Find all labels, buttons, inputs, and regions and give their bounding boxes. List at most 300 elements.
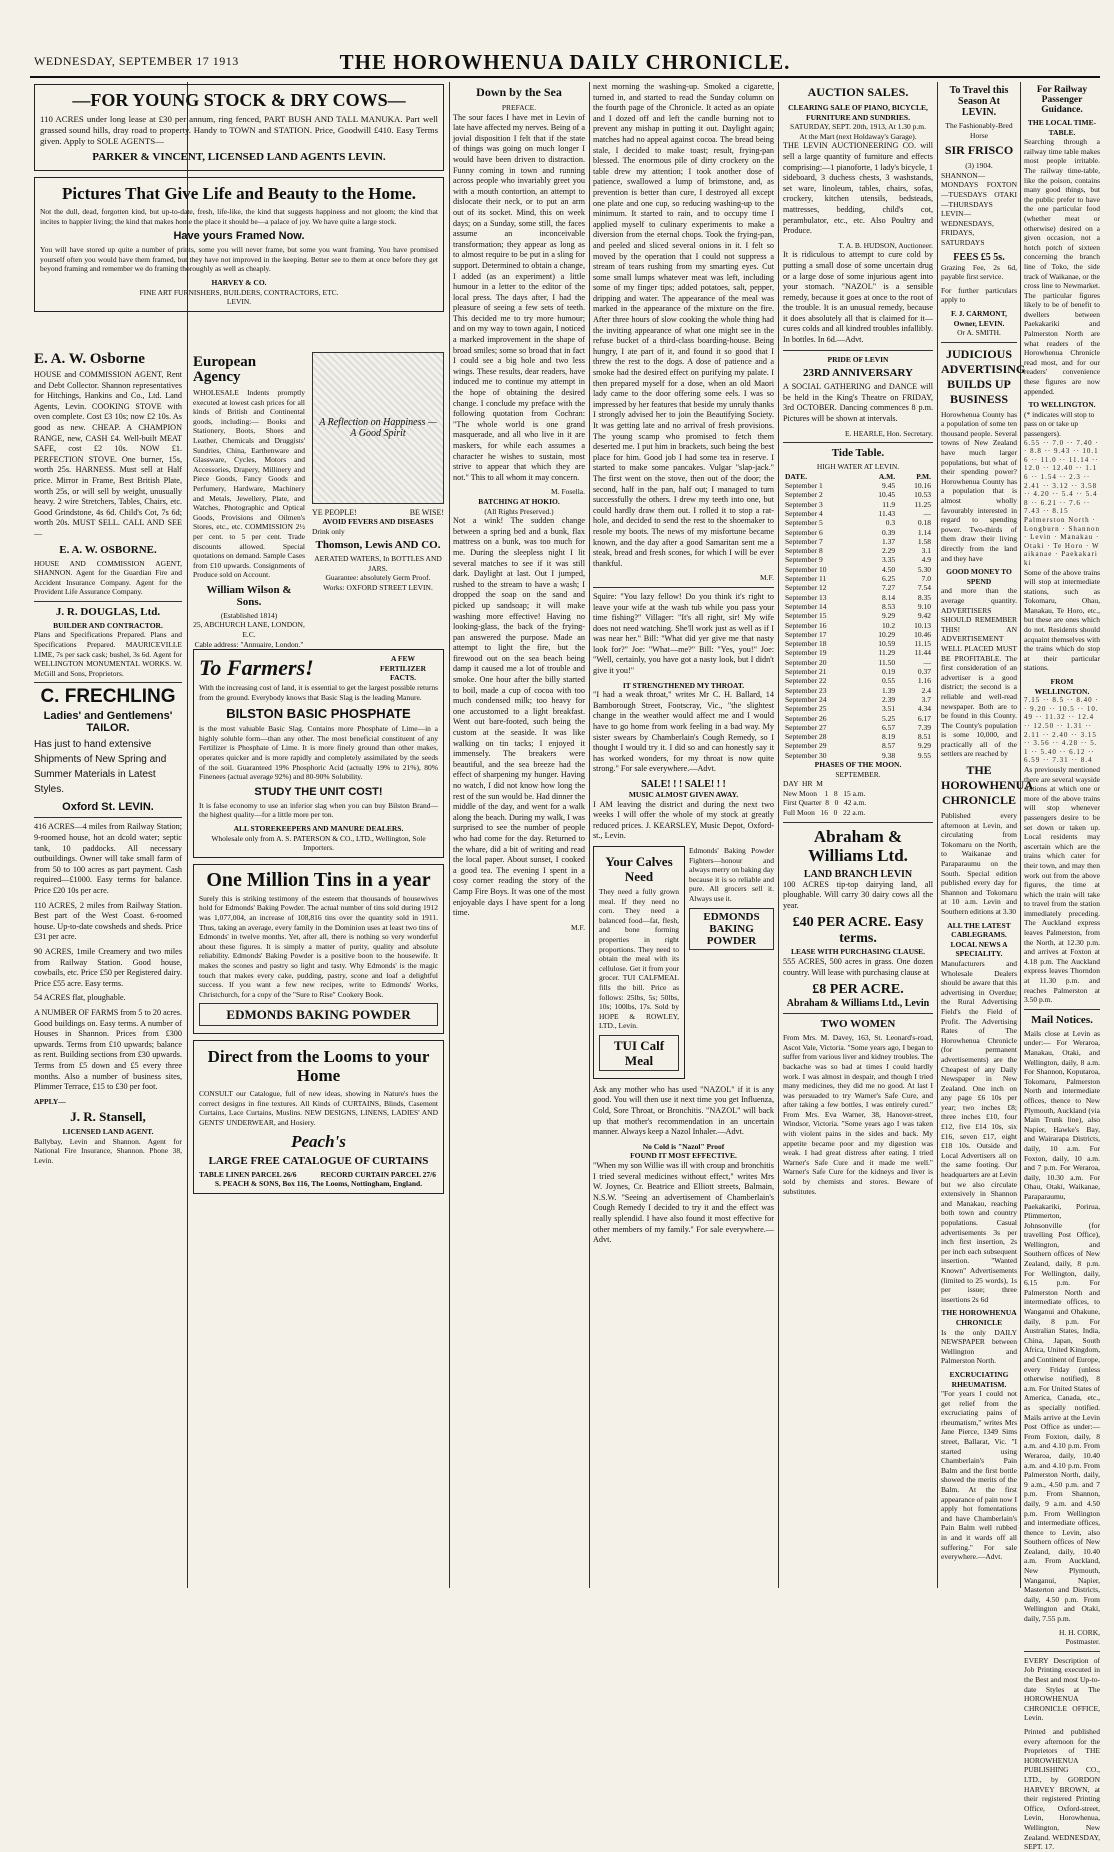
tide-cell: 4.50 bbox=[881, 564, 896, 574]
moon-row-3: Full Moon 16 0 22 a.m. bbox=[783, 807, 866, 817]
travel-fees: FEES £5 5s. bbox=[953, 251, 1005, 263]
edmonds-small-brand: EDMONDS BAKING POWDER bbox=[689, 908, 774, 950]
stansell-listing-2: 110 ACRES, 2 miles from Railway Station. Best part of the West Coast. 6-roomed house. Up-to-date cowsheds and sheds. Price £31 per acre. bbox=[34, 900, 182, 942]
tide-cell: 11.44 bbox=[914, 648, 931, 658]
divider bbox=[783, 442, 933, 443]
tide-cell: 0.39 bbox=[881, 527, 896, 537]
osborne-body: HOUSE and COMMISSION AGENT, Rent and Debt Collector. Shannon representatives for Hitchings, Hankins and Co., Ltd. Land Agents, Levin. COOKING STOVE with oven complete. Cost £3 10s; now £2 10s. As good as new. CHEAP. A CHAMPION RANGE, new, CASH £4. Well-built MEAT SAFE, cost £2 10s. NOW £1. PERFECTION STOVE. One burner, 15s, worth 25s. HARNESS. Must sell at Half price. Mirror in Frame, Best British Plate, worth 25s, or will sell by weight, unusually heavy. 2 wire Stretchers, Tables, Chairs, etc. Good Grindstone, 4s 6d. Child's Cot, 7s 6d; worth 20s. MUST SELL. CALL AND SEE— bbox=[34, 370, 182, 538]
tide-cell: 11.29 bbox=[878, 648, 896, 658]
tide-cell: 5.25 bbox=[881, 713, 896, 723]
music-body: I AM leaving the district and during the next two weeks I will offer the whole of my stock at greatly reduced prices. J. KEARSLEY, Music Depot, Oxford-st., Levin. bbox=[593, 799, 774, 841]
stansell-listing-1: 416 ACRES—4 miles from Railway Station; 9-roomed house, hot an dcold water; septic tank, 10 paddocks. All necessary outbuildings. Owner will take small farm of from 50 to 100 acres as part payment. Cash required—£1000. Easy terms for balance. Price £20 10s per acre. bbox=[34, 822, 182, 895]
tide-row bbox=[783, 621, 933, 630]
rheuma-head: EXCRUCIATING RHEUMATISM. bbox=[949, 1369, 1009, 1389]
tide-cell: 0.3 bbox=[885, 518, 896, 528]
tide-row bbox=[783, 481, 933, 490]
divider bbox=[783, 1013, 933, 1014]
frechling-name: C. FRECHLING bbox=[40, 686, 176, 708]
tide-cell: September 17 bbox=[785, 629, 827, 639]
chronicle-body-2: Manufacturers and Wholesale Dealers should be aware that this advertising in Overdue; the Rural Advertising Field's the Field of Profit. The Advertising Rates of The Horowhenua Chronicle (for permanent advertisements) are the Cheapest of any Daily Newspaper in New Zealand. One inch on any page £6 10s per year; two inches £8; three inches £10, four £12, five £14 10s, six £16, seven £17, eight £18 10s. Outside and Local Advertisers all on the same footing. Our headquarters are at Levin but we also circulate extensively in Shannon and Manakau, reaching both town and country populations. Casual advertisements 3s per inch first insertion, 2s per inch each subsequent insertion. "Wanted Known" Advertisements (limited to 25 words), 1s per issue; three insertions 2s 6d bbox=[941, 958, 1017, 1304]
chronicle-local: LOCAL NEWS A SPECIALITY. bbox=[950, 939, 1008, 959]
masthead bbox=[30, 44, 1100, 78]
stansell-listing-3: 90 ACRES, 1mile Creamery and two miles from Railway Station. Good house, cowbails, etc. Price £50 per Registered dairy. Price £55 acre. Easy terms. bbox=[34, 946, 182, 988]
tide-cell: 8.19 bbox=[881, 732, 896, 742]
sea-signature: M. Fosella. bbox=[551, 487, 585, 497]
tide-cell: September 13 bbox=[785, 592, 827, 602]
tide-table bbox=[783, 472, 933, 760]
tide-row bbox=[783, 518, 933, 527]
tide-cell: September 29 bbox=[785, 741, 827, 751]
printing-imprint: Printed and published every afternoon for the Proprietors of THE HOROWHENUA PUBLISHING CO., LTD., by GORDON HARVEY BROWN, at their registered Printing Office, Oxford-street, Levin, Horowhenua, Wellington, New Zealand. WEDNESDAY, SEPT. 17. bbox=[1024, 1726, 1100, 1852]
sea-continued-signature: M.F. bbox=[760, 573, 774, 583]
tide-cell: 0.37 bbox=[917, 667, 931, 677]
tide-cell: September 7 bbox=[785, 536, 823, 546]
tide-cell: 11.15 bbox=[914, 639, 931, 649]
throat-head: IT STRENGTHENED MY THROAT. bbox=[622, 680, 745, 690]
tide-row bbox=[783, 695, 933, 704]
tide-cell: September 19 bbox=[785, 648, 827, 658]
mail-head: Mail Notices. bbox=[1031, 1013, 1093, 1026]
travel-stations: SHANNON—MONDAYS FOXTON—TUESDAYS OTAKI—THURSDAYS LEVIN—WEDNESDAYS, FRIDAYS, SATURDAYS bbox=[941, 170, 1017, 247]
tide-cell: September 11 bbox=[785, 574, 827, 584]
column-2 bbox=[193, 352, 444, 1588]
travel-smith: Or A. SMITH. bbox=[957, 328, 1001, 338]
timetable-stations: Palmerston North · Longburn · Shannon · Levin · Manakau · Otaki · Te Horo · Waikanae · Paekakariki bbox=[1024, 515, 1100, 567]
music-head: MUSIC ALMOST GIVEN AWAY. bbox=[628, 790, 739, 799]
williams-name: Abraham & Williams Ltd. bbox=[808, 826, 908, 865]
masthead-date: WEDNESDAY, SEPTEMBER 17 1913 bbox=[34, 54, 239, 68]
avoid-fevers: AVOID FEVERS AND DISEASES bbox=[322, 517, 434, 526]
tide-cell: 2.39 bbox=[881, 694, 896, 704]
tide-row bbox=[783, 723, 933, 732]
sea-head: Down by the Sea bbox=[476, 85, 562, 99]
peach-footer: S. PEACH & SONS, Box 116, The Looms, Nottingham, England. bbox=[214, 1179, 423, 1189]
column-3-top bbox=[312, 352, 444, 593]
rail-note-2: Some of the above trains will stop at intermediate stations, such as Tokomaru, Ohau, Manakau, Te Horo, etc., but these are ones which do not. Residents should acquaint themselves with the trains which do stop at their particular stations. bbox=[1024, 567, 1100, 673]
top-spanning-ads bbox=[34, 84, 444, 318]
tide-cell: September 15 bbox=[785, 611, 827, 621]
unit-cost-slogan: STUDY THE UNIT COST! bbox=[254, 785, 383, 798]
column-rule bbox=[449, 82, 450, 1588]
tide-cell: 7.54 bbox=[917, 583, 931, 593]
tide-cell: 1.39 bbox=[881, 685, 896, 695]
tide-cell: 0.18 bbox=[917, 518, 931, 528]
mail-body: Mails close at Levin as under:— For Weraroa, Manakau, Otaki, and Wellington, daily, 8 a.m. For Shannon, Koputaroa, Tokomaru, Palmerston North and intermediate offices, thence to New Plymouth, Auckland (via Main Trunk line), also Napier, Hawke's Bay, and Wairarapa Districts, daily, 10 a.m. For Foxton, daily, 10 a.m. and 7 p.m. For Weraroa, daily, 10.30 a.m. For Ohau, Otaki, Waikanae, Paraparaumu, Paekakariki, Porirua, Plimmerton, Johnsonville (for travelling Post Office), Wellington, and Southern offices of New Zealand, daily, 8 p.m. For Wellington, daily, 6.15 p.m. For Palmerston North and intermediate offices, to Wanganui and Ohakune, daily, 8 p.m. For Australian States, India, China, Japan, South Africa, United Kingdom, and Continent of Europe, every Friday (unless otherwise notified), 8 a.m. For United States of America, Canada, etc., as specially notified. Mails arrive at the Levin Post Office as under:— From Foxton, daily, 8 a.m. and 4.10 p.m. From Weraroa, daily, 10.40 a.m. and 4.10 p.m. From Palmerston North, daily, 9 a.m., 4.50 p.m. and 7 p.m. From Shannon, daily, 9 a.m. and 4.50 p.m. From Wellington and intermediate offices, thence to Levin, also Southern offices of New Zealand, daily, 10.40 a.m. From Auckland, New Plymouth, Wanganui, Napier, Masterton and Districts, daily, 4.50 p.m. From Wellington and Otaki, daily, 7.55 p.m. bbox=[1024, 1028, 1100, 1624]
tide-cell: 3.1 bbox=[921, 546, 931, 556]
peach-title: Direct from the Looms to your Home bbox=[207, 1047, 430, 1086]
tide-cell: September 9 bbox=[785, 555, 823, 565]
tide-cell: September 28 bbox=[785, 732, 827, 742]
batching-rights: (All Rights Preserved.) bbox=[484, 506, 554, 516]
to-farmers-ad bbox=[193, 649, 444, 858]
nazol-col5: It is ridiculous to attempt to cure cold by putting a small dose of some uncertain drug or a large dose of some injurious agent into your stomach. "NAZOL" is a sensible remedy, because it goes at once to the root of the trouble. It is an unusual remedy, because it does absolutely all that is claimed for it—cures colds and all kindred troubles infallibly. In bottles. In 6d.—Advt. bbox=[783, 250, 933, 345]
column-7 bbox=[1024, 82, 1100, 1852]
douglas-name: J. R. DOUGLAS, Ltd. bbox=[55, 605, 161, 618]
tide-cell: 4.9 bbox=[921, 555, 931, 565]
aerated-waters: AERATED WATERS, In BOTTLES AND JARS. bbox=[314, 554, 442, 573]
germ-proof: Guarantee: absolutely Germ Proof. bbox=[325, 573, 431, 583]
curtain-parcel: RECORD CURTAIN PARCEL 27/6 bbox=[320, 1169, 437, 1179]
moon-row-2: First Quarter 8 0 42 a.m. bbox=[783, 798, 867, 808]
tide-cell: September 18 bbox=[785, 639, 827, 649]
illustration-caption: A Reflection on Happiness — A Good Spirit bbox=[319, 417, 437, 439]
tui-calf-meal-ad bbox=[593, 846, 685, 1079]
moon-month: SEPTEMBER. bbox=[835, 769, 881, 779]
farmers-body-2: is the most valuable Basic Slag. Contains more Phosphate of Lime—in a highly soluble form—than any other. The most beneficial constituent of any Fertilizer is Phosphate of Lime. It is more finely ground than other makes, operates quicker and is more rapidly and completely assimilated by the seeds of the soil. Guaranteed 19% Phosphoric Acid (actually 19% to 21%), 80% Finenees (actual average 92%) and 80-90% Solubility. bbox=[199, 724, 438, 782]
tide-cell: September 25 bbox=[785, 704, 827, 714]
from-wellington: FROM WELLINGTON. bbox=[1034, 677, 1090, 696]
tide-cell: September 8 bbox=[785, 546, 823, 556]
stansell-listing-5: A NUMBER OF FARMS from 5 to 20 acres. Good buildings on. Easy terms. A number of Houses in Shannon. Prices from £300 upwards. Terms from £10 upwards; balance as rent. Building sections from £30 upwards. Terms from £5 down and £5 every three months. Also a number of business sites, Plimmer Terrace, £15 to £30 per foot. bbox=[34, 1007, 182, 1092]
tide-cell: 3.35 bbox=[881, 555, 896, 565]
tide-row bbox=[783, 639, 933, 648]
tide-row bbox=[783, 528, 933, 537]
horse-year: (3) 1904. bbox=[965, 161, 993, 171]
batching-signature: M.F. bbox=[571, 922, 585, 932]
to-wellington: TO WELLINGTON. bbox=[1028, 400, 1096, 410]
thomson-firm: Thomson, Lewis AND CO. bbox=[315, 539, 441, 552]
tide-cell: 6.17 bbox=[917, 713, 931, 723]
divider bbox=[1024, 1009, 1100, 1010]
tide-cell: 0.19 bbox=[881, 667, 896, 677]
european-agency-ad bbox=[193, 352, 305, 649]
young-stock-body: 110 ACRES under long lease at £30 per annum, ring fenced, PART BUSH AND TALL MANUKA. Part well grassed sound hills, dray road to property. Handy to TOWN and STATION. Price, Goodwill £410. Easy Terms given. Apply to SOLE AGENTS— bbox=[40, 114, 438, 146]
sea-continued: next morning the washing-up. Smoked a cigarette, turned in, and started to read the Sunday column on the fourth page of the Chronicle. It acted as an opiate and I dozed off and left the candle burning not to prevent any mishap in putting it out. Daylight again; matches had no appeal against cocoa. The bread being stale, I decided to make toast; result, frying-pan blessed. The enormous pile of dirty crockery on the table drew my attention; I took another dose of patience, swallowed a lump of brimstone, and, as prevention is better than cure, I destroyed all except one plate and one cup, so reducing washing-up to the minimum. It started to rain, and to occupy time I applied myself to culinary experiments to make a diversion from the eternal chops. Took the frying-pan, and peeled and sliced several onions in it. I felt so moved by the operation that I could not suppress a stream of tears rushing from my smarting eyes. Cut some small lumps whatever meat was left, including some of my finger tips; added potatoes, salt, pepper, dripping and water. The appearance of the meal was marked in the appearance of the mixture on the fire. After three hours of slow cooking the whole thing had the inviting appearance of what one might see in the refuse bucket of a third-class boarding-house. Being hungry, I ate part of it, and found it so good that I threw the rest to the dogs. A dose of patience and a smoke had the desired effect on purifying my palate. I then prepared myself for a dose, when an old Maori lady came to the door offering some eels. I was so impressed by her features that beside my unruly thanks I strongly advised her to join the Beautifying Society. It was getting late and no arrival of fresh provisions. The young scamp who promised to fetch them deserted me. I put him in brackets, such being the best place for him. Good job I had some tea in reserve. I started to make some pancakes. Vulgar "slap-jack." The first went on the stove, then out of the door; the second, half in the pan, half out; I managed to turn successfully the others. I drew my teeth into one, but could hardly draw them out. I rolled it to stop a rat-hole, and decided to send the rest to the shoemaker to resole my boots. The news of my misfortune became known, and the day after a good Samaritan sent me a steak, bread and fresh scones, for which I will be ever thankful. bbox=[593, 82, 774, 568]
tide-cell: 8.53 bbox=[881, 601, 896, 611]
pictures-body-2: You will have stored up quite a number of prints, some you will never frame, but some you want framing. You have promised yourself often you would have them framed, but they have not improved in the keeping. Better see to them at once before they get beyond framing and remember we do framing thoroughly as well as cheaply. bbox=[40, 245, 438, 274]
happiness-illustration bbox=[312, 352, 444, 504]
sea-body: The sour faces I have met in Levin of late have affected my nerves. Being of a jovial disposition I felt that if the state of things was going on much longer I would have been driven to distraction. Funny coming in town and running across people who invariably greet you with a mouth contortion, an attempt to dislocate their neck, or to put an arm out of its socket. Mind, this on week days; on a Sunday, some still, the faces assume an inconceivable transformation; they appear as long as to almost require to be put in a sling for support. Determined to obtain a change, I added (as an experiment) a little humour in a letter to the editor of the local press. The days after, I had the pleasure of seeing a few sets of teeth. This decided me to try more humour; and on my way to town again, I noticed a marked improvement in the shape of broad smiles; some so broad that in fact I could see a big hole and two less wings. These results, dear readers, have induced me to continue my attempt in the hope of obtaining the desired change. I conclude my preface with the following quotation from Cochran: "The whole world is one grand masquerade, and all who live in it are maskers, for while each assumes a character he wishes to sustain, most strive to appear that which they are not." This to all whom it may concern. bbox=[453, 112, 585, 482]
tide-cell: September 1 bbox=[785, 481, 823, 491]
frechling-ad bbox=[34, 687, 182, 813]
batching-body: Not a wink! The sudden change between a spring bed and a bunk, flax mattress on a bunk, was too much for me. During the sleepless night I lit several matches to see if it was still dark. Daylight at last. Out I jumped, rushed to the stream to have a wash; I dropped the soap on the sand and picked up sandsoap; it will make washing more effective! Having no looking-glass, the back of the frying-pan answered the purpose. Made an attempt to light the fire, but the firewood out on the sea beach being damp it caused me a lot of trouble and smoke. One hour after the billy started to boil, made a cup of cocoa with too much condensed milk; too heavy for one accustomed to a light breakfast. Went out bare-footed, such being the custom at the seaside. It was like walking on tin tacks; I enjoyed it immensely. The breakers were beautiful, and the sea breeze had the effect of sharpening my hunger. Having no watch, I did not know how long the rest of the sun would be. Had dinner the middle of the day, and went for a walk along the beach. During my walk, I was surprised to see the number of people who had come for the day. Returned to the whare, did a bit of writing and read the local paper. About sunset, I cooked a good tea. The evening I spent in a cosy corner reading the story of the Camp Fire Boys. It was one of the most enjoyable days I have spent for a long time. bbox=[453, 516, 585, 918]
nazol-proof: No Cold is "Nazol" Proof bbox=[642, 1141, 725, 1151]
pride-signature: E. HEARLE, Hon. Secretary. bbox=[844, 428, 933, 438]
moon-row-1: New Moon 1 8 15 a.m. bbox=[783, 788, 866, 798]
tide-cell: 9.38 bbox=[881, 750, 896, 760]
tide-cell: 1.58 bbox=[917, 536, 931, 546]
column-rule bbox=[778, 82, 779, 1588]
tide-cell: 2.4 bbox=[921, 685, 931, 695]
divider bbox=[783, 350, 933, 351]
divider bbox=[34, 601, 182, 602]
judicious-body: Horowhenua County has a population of some ten thousand people. Several towns of New Zealand have much larger populations, but what of their spending power? Horowhenua County has a population that is almost wholly favourably interested in regard to spending power. Two-thirds of them draw their living directly from the land and they have bbox=[941, 409, 1017, 563]
tide-cell: 8.35 bbox=[917, 592, 931, 602]
european-cable: Cable address: "Annuaire, London." bbox=[194, 639, 304, 649]
pictures-firm: HARVEY & CO. bbox=[211, 277, 267, 287]
stansell-apply: APPLY— bbox=[34, 1096, 66, 1106]
tide-cell: 11.9 bbox=[882, 499, 896, 509]
rail-note: (* indicates will stop to pass on or take up passengers). bbox=[1024, 409, 1095, 438]
tide-cell: 10.46 bbox=[914, 629, 931, 639]
million-title: One Million Tins in a year bbox=[206, 868, 431, 891]
rail-note-3: As previously mentioned there are several wayside stations at which one or more of the above trains will stop whenever passengers desire to be set down or taken up. Local residents may ascertain which are the trains which cater for their town, and may then work out from the above figures, the time at which the train will take to travel from the station immediately preceding. The Auckland express leaves Palmerston, from the North, at 12.30 p.m. and arrives at Foxton at 4.18 p.m. The Auckland express leaves Thorndon at 11.30 p.m. and reaches Palmerston at 3.50 p.m. bbox=[1024, 764, 1100, 1005]
cry-1: YE PEOPLE! bbox=[312, 508, 357, 517]
postmaster: H. H. CORK, Postmaster. bbox=[1058, 1627, 1100, 1647]
tide-cell: 9.55 bbox=[917, 750, 931, 760]
tide-row bbox=[783, 667, 933, 676]
tide-column-header: P.M. bbox=[916, 471, 931, 481]
tide-cell: September 24 bbox=[785, 694, 827, 704]
european-address: 25, ABCHURCH LANE, LONDON, E.C. bbox=[193, 620, 305, 640]
osborne-name: E. A. W. Osborne bbox=[34, 351, 145, 367]
rail-body: Searching through a railway time table makes most people irritable. The railway time-table, like the poison, contains many good things, but the public prefer to have the one particular food (whether meat or otherwise) desired on a given occasion, not a hotch potch of sixteen concerning the branch line of Toko, the side track of Waikanae, or the cross line to Newmarket. The particular figures likely to be of benefit to dwellers between Paekakariki and Palmerston North are what readers of the Horowhenua Chronicle read most, and for our readers' convenience these figures are now appended. bbox=[1024, 137, 1100, 396]
osborne-ad bbox=[34, 352, 182, 597]
tide-cell: September 5 bbox=[785, 518, 823, 528]
tide-row bbox=[783, 509, 933, 518]
tide-cell: 7.39 bbox=[917, 722, 931, 732]
tide-row bbox=[783, 565, 933, 574]
effective-head: FOUND IT MOST EFFECTIVE. bbox=[630, 1151, 737, 1161]
divider bbox=[34, 817, 182, 818]
effective-body: "When my son Willie was ill with croup and bronchitis I tried several medicines without effect," writes Mrs W. Joynes, Cr. Beatrice and Elliott streets, Balmain, N.S.W. "Seeing an advertisement of Chamberlain's Cough Remedy I decided to try it and the effect was really splendid. I have also found it most effective for other members of my family." For sale everywhere.—Advt. bbox=[593, 1161, 774, 1245]
tide-cell: 0.55 bbox=[881, 676, 896, 686]
drink-only: Drink only bbox=[312, 526, 345, 536]
stansell-footer: Ballybay, Levin and Shannon. Agent for National Fire Insurance, Shannon. Phone 38, Levin. bbox=[34, 1136, 182, 1166]
tide-cell: September 10 bbox=[785, 564, 827, 574]
farmers-body: With the increasing cost of land, it is essential to get the largest possible returns from the ground. Everybody knows that Basic Slag is the leading Manure. bbox=[199, 683, 438, 702]
tide-cell: September 16 bbox=[785, 620, 827, 630]
tide-cell: 6.25 bbox=[881, 574, 896, 584]
column-rule bbox=[589, 82, 590, 1588]
tide-cell: 6.57 bbox=[881, 722, 896, 732]
tide-cell: 9.45 bbox=[881, 481, 896, 491]
auction-head: AUCTION SALES. bbox=[807, 85, 909, 99]
tide-cell: 9.42 bbox=[917, 611, 931, 621]
column-4 bbox=[593, 82, 774, 1588]
tide-row bbox=[783, 546, 933, 555]
pictures-trades: FINE ART FURNISHERS, BUILDERS, CONTRACTORS, ETC. bbox=[139, 287, 339, 297]
tide-row bbox=[783, 686, 933, 695]
tide-cell: — bbox=[923, 509, 931, 518]
good-money: GOOD MONEY TO SPEND bbox=[946, 567, 1012, 586]
chronicle-latest: ALL THE LATEST CABLEGRAMS. bbox=[947, 920, 1011, 940]
frechling-body: Has just to hand extensive Shipments of New Spring and Summer Materials in Latest Styles. bbox=[34, 739, 167, 796]
pictures-sub: Have yours Framed Now. bbox=[173, 230, 305, 243]
tide-cell: 8.51 bbox=[917, 732, 931, 742]
tide-column-header: A.M. bbox=[878, 471, 896, 481]
tide-cell: 11.25 bbox=[914, 499, 931, 509]
osborne-signature: E. A. W. OSBORNE. bbox=[59, 543, 157, 556]
young-stock-ad bbox=[34, 84, 444, 171]
rail-head: For Railway Passenger Guidance. bbox=[1036, 85, 1088, 115]
judicious-body-2: and more than the average quantity. ADVERTISERS SHOULD REMEMBER THIS! AN ADVERTISEMENT WELL PLACED MUST BE PROFITABLE. The first consideration of an advertiser is a good district; the second is a reliable and well-read newspaper. Both are to be found in this County. The County's population is some 10,000, and practically all of the settlers are reached by bbox=[941, 586, 1017, 759]
linen-parcel: TABLE LINEN PARCEL 26/6 bbox=[199, 1169, 297, 1179]
rail-sub: THE LOCAL TIME-TABLE. bbox=[1027, 118, 1097, 137]
tide-cell: September 6 bbox=[785, 527, 823, 537]
tide-cell: 1.37 bbox=[881, 536, 896, 546]
divider bbox=[941, 342, 1017, 343]
column-3 bbox=[453, 82, 585, 1588]
tide-cell: 11.43 bbox=[878, 509, 896, 518]
tide-cell: September 23 bbox=[785, 685, 827, 695]
pride-head: PRIDE OF LEVIN bbox=[827, 354, 889, 364]
tide-cell: September 2 bbox=[785, 490, 823, 500]
tide-row bbox=[783, 500, 933, 509]
tide-cell: 10.13 bbox=[914, 620, 931, 630]
tide-cell: 2.29 bbox=[881, 546, 896, 556]
tide-row bbox=[783, 630, 933, 639]
tide-cell: 3.51 bbox=[881, 704, 896, 714]
stansell-listing-4: 54 ACRES flat, ploughable. bbox=[34, 993, 126, 1003]
one-million-ad bbox=[193, 864, 444, 1035]
tide-cell: 3.7 bbox=[921, 694, 931, 704]
travel-terms: Grazing Fee, 2s 6d, payable first service. bbox=[941, 262, 1017, 282]
timetable-from-wellington: 7.15 ·· 8.5 ·· 8.40 ·· 9.20 ·· 10.5 ·· 10.49 ·· 11.32 ·· 12.4 ·· 12.50 ·· 1.31 ·· 2.11 ·· 2.40 ·· 3.15 ·· 3.56 ·· 4.28 ·· 5.1 ·· 5.40 ·· 6.12 ·· 6.59 ·· 7.31 ·· 8.4 bbox=[1024, 696, 1099, 765]
tide-cell: — bbox=[923, 657, 931, 667]
tide-cell: 10.45 bbox=[878, 490, 896, 500]
chronicle-tag: THE HOROWHENUA CHRONICLE bbox=[941, 1308, 1017, 1327]
williams-listing-2: 555 ACRES, 500 acres in grass. One dozen country. Will lease with purchasing clause at bbox=[783, 956, 933, 977]
tide-row bbox=[783, 602, 933, 611]
calves-body: They need a fully grown meal. If they need no corn. They need a balanced food—fat, flesh, and bone forming properties in right proportions. They need to obtain the meal with its cellulose. Get it from your grocer. TUI CALFMEAL fills the bill. Price as follows: 25lbs, 5s; 50lbs, 10s; 100lbs, 17s. Sold by HOPE & ROWLEY, LTD., Levin. bbox=[599, 886, 679, 1031]
tui-calf-meal-name: TUI Calf Meal bbox=[599, 1035, 679, 1071]
tide-title: Tide Table. bbox=[831, 447, 885, 460]
masthead-title: THE HOROWHENUA DAILY CHRONICLE. bbox=[339, 50, 791, 74]
edmonds-brand: EDMONDS BAKING POWDER bbox=[199, 1003, 438, 1026]
stansell-title: LICENSED LAND AGENT. bbox=[62, 1127, 154, 1137]
travel-owner: F. J. CARMONT, Owner, LEVIN. bbox=[950, 308, 1008, 328]
tide-cell: 9.29 bbox=[881, 611, 896, 621]
european-firm: William Wilson & Sons. bbox=[206, 583, 292, 608]
tide-row bbox=[783, 704, 933, 713]
tide-cell: September 12 bbox=[785, 583, 827, 593]
tide-cell: 8.57 bbox=[881, 741, 896, 751]
tide-row bbox=[783, 583, 933, 592]
auction-sub: CLEARING SALE OF PIANO, BICYCLE, FURNITURE AND SUNDRIES. bbox=[788, 103, 928, 122]
moon-head: PHASES OF THE MOON. bbox=[814, 760, 902, 770]
tide-row bbox=[783, 574, 933, 583]
rheuma-body: "For years I could not get relief from the excruciating pains of rheumatism," writes Mrs Jane Pierce, 1349 Sims street, Ballarat, Vic. "I started using Chamberlain's Pain Balm and the first bottle showed the merits of the Balm. At the first appearance of pain now I apply hot fomentations and have Chamberlain's Pain Balm well rubbed in and it wards off all suffering." For sale everywhere.—Advt. bbox=[941, 1389, 1017, 1562]
pictures-ad bbox=[34, 177, 444, 312]
auctioneer: T. A. B. HUDSON, Auctioneer. bbox=[838, 240, 933, 250]
tide-row bbox=[783, 593, 933, 602]
tide-column-header: DATE. bbox=[785, 471, 808, 481]
column-rule bbox=[937, 82, 938, 1588]
williams-price-1: £40 PER ACRE. Easy terms. bbox=[792, 915, 924, 947]
tide-row bbox=[783, 751, 933, 760]
tide-row bbox=[783, 537, 933, 546]
tide-cell: 10.53 bbox=[914, 490, 931, 500]
frechling-address: Oxford St. LEVIN. bbox=[62, 801, 154, 814]
european-head: European Agency bbox=[193, 354, 257, 385]
farmers-stores: ALL STOREKEEPERS AND MANURE DEALERS. bbox=[233, 823, 404, 833]
throat-body: "I had a weak throat," writes Mr C. H. Ballard, 14 Bamborough Street, Footscray, Vic., "the slightest change in the weather would affect me and I would have to go home from work feeling in a bad way. My sister swears by Chamberlain's Cough Remedy, so I thought I would try it. I did so and can honestly say it has worked wonders, for my throat is now quite strong." For sale everywhere.—Advt. bbox=[593, 690, 774, 774]
tide-cell: September 22 bbox=[785, 676, 827, 686]
tide-cell: 9.10 bbox=[917, 601, 931, 611]
tide-row bbox=[783, 714, 933, 723]
auction-date: SATURDAY, SEPT. 20th, 1913, At 1.30 p.m. bbox=[790, 122, 926, 132]
tide-cell: 10.59 bbox=[878, 639, 896, 649]
sale-banner: SALE! ! ! SALE! ! ! bbox=[641, 779, 726, 790]
young-stock-agents: PARKER & VINCENT, LICENSED LAND AGENTS LEVIN. bbox=[92, 151, 386, 163]
douglas-ad bbox=[34, 606, 182, 679]
pictures-headline: Pictures That Give Life and Beauty to the Home. bbox=[62, 184, 416, 203]
divider bbox=[593, 587, 774, 588]
sea-preface: PREFACE. bbox=[501, 103, 537, 112]
tide-cell: 7.27 bbox=[881, 583, 896, 593]
travel-apply: For further particulars apply to bbox=[941, 285, 1017, 305]
williams-price-2: £8 PER ACRE. bbox=[812, 982, 904, 998]
women-body: From Mrs. M. Davey, 163, St. Leonard's-road, Ascot Vale, Victoria. "Some years ago, I began to suffer from various liver and kidney troubles. The backache was so bad at times I could hardly work. I was almost in despair, and though I tried many medicines, they did me no good. At last I was persuaded to try Warner's Safe Cure, and after taking a few bottles, I was entirely cured." From Mrs. Eva Warner, 38, Hanover-street, Windsor, Victoria. "Some years ago I was taken with violent pains in the sides and back. My appetite became poor and my digestion was weak. I had great distress after eating. I tried Warner's Safe Cure and it made me well." Warner's Safe Cure for the kidneys and liver is sold by chemists and stores. Beware of substitutes. bbox=[783, 1033, 933, 1196]
osborne-footer: HOUSE AND COMMISSION AGENT, SHANNON. Agent for the Guardian Fire and Accident Insurance Company. Agent for the Provident Life Assurance Company. bbox=[34, 558, 182, 597]
tide-cell: 8.14 bbox=[881, 592, 896, 602]
tide-cell: September 30 bbox=[785, 750, 827, 760]
tide-cell: 1.14 bbox=[917, 527, 931, 537]
stansell-ad bbox=[34, 822, 182, 1165]
tide-row bbox=[783, 732, 933, 741]
tide-cell: September 27 bbox=[785, 722, 827, 732]
column-5 bbox=[783, 82, 933, 1588]
printing-body: EVERY Description of Job Printing executed in the Best and most Up-to-date Styles at The HOROWHENUA CHRONICLE OFFICE, Levin. bbox=[1024, 1655, 1100, 1723]
bilston-brand: BILSTON BASIC PHOSPHATE bbox=[226, 706, 411, 722]
divider bbox=[1024, 1651, 1100, 1652]
batching-head: BATCHING AT HOKIO. bbox=[478, 496, 560, 506]
tide-row bbox=[783, 555, 933, 564]
horse-name: SIR FRISCO bbox=[944, 143, 1014, 158]
moon-header: DAY HR M bbox=[783, 779, 823, 789]
european-established: (Established 1814) bbox=[220, 610, 278, 620]
williams-branch: LAND BRANCH LEVIN bbox=[803, 868, 913, 880]
column-6 bbox=[941, 82, 1034, 1588]
auction-body: THE LEVIN AUCTIONEERING CO. will sell a large quantity of furniture and effects comprising:—1 pianoforte, 1 lady's bicycle, 1 sideboard, 3 duchess chests, 3 washstands, set ware, linoleum, tables, chairs, sofas, crockery, kitchen utensils, bedsteads, mattresses, bedding, child's cot, perambulator, etc., etc. Also Poultry and Produce. bbox=[783, 141, 933, 236]
tide-cell: September 4 bbox=[785, 509, 823, 518]
tide-cell: September 21 bbox=[785, 667, 827, 677]
divider bbox=[34, 682, 182, 683]
women-head: TWO WOMEN bbox=[820, 1018, 896, 1031]
tide-row bbox=[783, 658, 933, 667]
tide-cell: September 3 bbox=[785, 499, 823, 509]
fertilizer-facts: A FEW FERTILIZER FACTS. bbox=[380, 654, 426, 683]
tide-cell: 9.29 bbox=[917, 741, 931, 751]
tide-cell: September 14 bbox=[785, 601, 827, 611]
peach-catalogue: LARGE FREE CATALOGUE OF CURTAINS bbox=[208, 1154, 429, 1167]
calves-title: Your Calves Need bbox=[605, 853, 673, 884]
tide-cell: 10.29 bbox=[878, 629, 896, 639]
works-address: Works: OXFORD STREET LEVIN. bbox=[323, 582, 433, 592]
european-body: WHOLESALE Indents promptly executed at lowest cash prices for all kinds of British and Continental goods, including:— Books and Stationery, Boots, Shoes and Leather, Chemicals and Druggists' Sundries, China, Earthenware and Glassware, Cycles, Motors and Accessories, Drapery, Millinery and Piece Goods, Fancy Goods and Perfumery, Hardware, Machinery and Metals, Jewellery, Plate, and Watches, Photographic and Optical Goods, Provisions and Oilmen's Stores, etc., etc. COMMISSION 2½ per cent. to 5 per cent. Trade discounts allowed. Special quotations on demand. Sample Cases from £10 upwards. Consignments of Produce sold on Account. bbox=[193, 388, 305, 580]
tide-row bbox=[783, 676, 933, 685]
dialogue: Squire: "You lazy fellow! Do you think it's right to leave your wife at the wash tub while you pass your time fishing?" Villager: "It's all right, sir! My wife does not need watching. She'll work just as well as if I was near her." Bill: "What did yer give me that nasty look for?" Joe: "What—me?" Bill: "Yes, you!" Joe: "Well, certainly, you have got a nasty look, but I didn't give it you!" bbox=[593, 591, 774, 676]
pride-anniversary: 23RD ANNIVERSARY bbox=[803, 367, 913, 380]
williams-lease: LEASE WITH PURCHASING CLAUSE. bbox=[790, 947, 926, 957]
tide-cell: September 26 bbox=[785, 713, 827, 723]
williams-signature: Abraham & Williams Ltd., Levin bbox=[786, 998, 930, 1010]
tide-cell: 4.34 bbox=[917, 704, 931, 714]
tide-row bbox=[783, 741, 933, 750]
divider bbox=[783, 822, 933, 823]
column-rule bbox=[1020, 82, 1021, 1588]
judicious-head: JUDICIOUS ADVERTISING BUILDS UP BUSINESS bbox=[941, 346, 1026, 406]
stansell-name: J. R. Stansell, bbox=[70, 1109, 146, 1125]
tide-cell: September 20 bbox=[785, 657, 827, 667]
williams-listing-1: 100 ACRES tip-top dairying land, all ploughable. Will carry 30 dairy cows all the year. bbox=[783, 879, 933, 910]
peach-body: CONSULT our Catalogue, full of new ideas, showing in Nature's hues the correct designs in fine textures. All Kinds of CURTAINS, Blinds, Casement Curtains, Lace Curtains, Muslins. NEW DESIGNS, LINENS, LADIES' AND GENTS' UNDERWEAR, and Hosiery. bbox=[199, 1089, 438, 1128]
tide-cell: 10.2 bbox=[881, 620, 896, 630]
douglas-body: Plans and Specifications Prepared. Plans and Specifications Prepared. MAURICEVILLE LIME, 7s per sack cask; bushel, 3s 6d. Agent for WELLINGTON MONUMENTAL WORKS. W. McGill and Sons, Proprietors. bbox=[34, 630, 182, 678]
million-body: Surely this is striking testimony of the esteem that thousands of housewives hold for Edmonds' Baking Powder. The actual number of tins sold during 1912 was 1,077,004, an increase of 108,816 tins over the quantity sold in 1911. Thus, taking an average, every family in the Dominion uses at least two tins of Edmonds' in twelve months. Yet, after all, there is nothing so very wonderful about these figures. It is simply a matter of purity, quality and absolute reliability. Edmonds' Baking Powder is a positive boon to the housewife. It makes the scones and pastry so light and tasty. Why Edmonds' is the magic touch that makes every cake, pudding, pastry, scone and loaf a delightful success. If you want a few new recipes, write to Edmonds' Works, Christchurch, for a copy of the "Sure to Rise" Cookery Book. bbox=[199, 893, 438, 999]
peach-curtains-ad bbox=[193, 1040, 444, 1194]
tide-cell: 5.30 bbox=[917, 564, 931, 574]
wise-cry bbox=[312, 508, 444, 517]
tide-cell: 7.0 bbox=[921, 574, 931, 584]
pictures-town: LEVIN. bbox=[226, 297, 252, 307]
tide-row bbox=[783, 490, 933, 499]
timetable-to-wellington: 6.55 ·· 7.0 ·· 7.40 ·· 8.8 ·· 9.43 ·· 10.16 ·· 11.0 ·· 11.14 ·· 12.0 ·· 12.40 ·· 1.16 ·· 1.54 ·· 2.3 ·· 2.41 ·· 3.12 ·· 3.58 ·· 4.20 ·· 5.4 ·· 5.48 ·· 6.21 ·· 7.6 ·· 7.43 ·· 8.15 bbox=[1024, 438, 1099, 516]
farmers-body-3: It is false economy to use an inferior slag when you can buy Bilston Brand—the highest quality—for a little more per ton. bbox=[199, 800, 438, 820]
auction-place: At the Mart (next Holdaway's Garage). bbox=[799, 131, 917, 141]
tide-cell: 11.50 bbox=[878, 657, 896, 667]
